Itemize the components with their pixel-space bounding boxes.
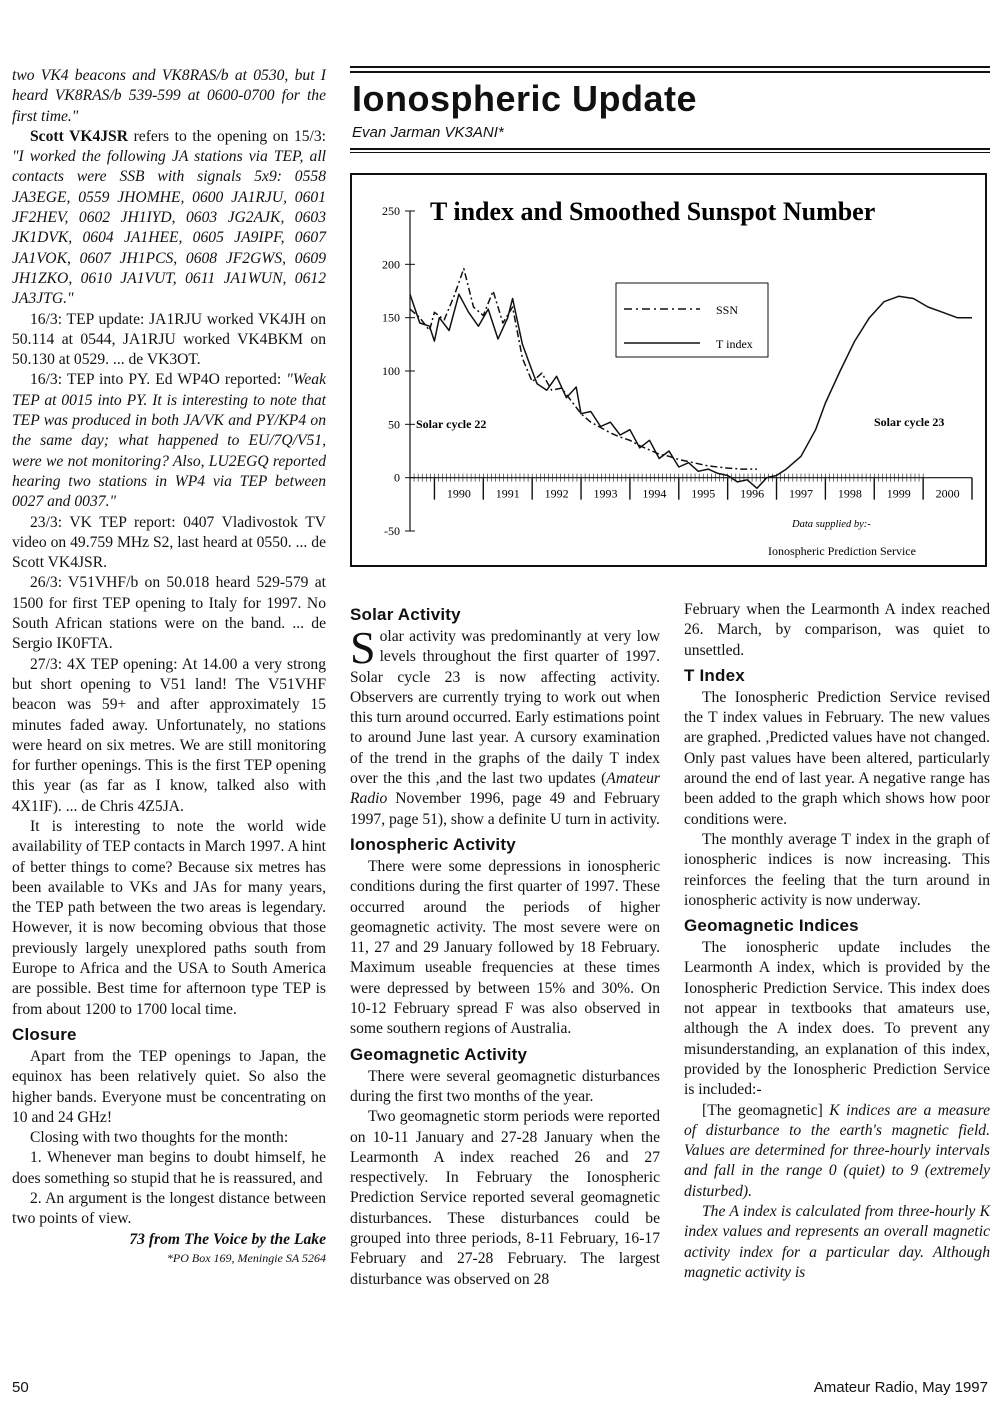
section-heading-t-index: T Index (684, 665, 745, 685)
annotation-solar-cycle-22: Solar cycle 22 (416, 417, 487, 431)
chart-svg (352, 175, 985, 565)
chart-frame (350, 173, 987, 567)
text: refers to the opening on 15/3: (128, 127, 327, 145)
paragraph: The A index is calculated from three-hourly K index values and represents an overall magnetic activity index for a particular day. Although magnetic activity is (684, 1203, 990, 1281)
text: [The geomagnetic] (702, 1101, 830, 1119)
paragraph: It is interesting to note the world wide availability of TEP contacts in March 1997. A hint of better things to come? Because six metres has been available to VKs and JAs for many years, the TEP path between the two areas is legendary. However, it is now becoming obvious that those previously largely unexplored paths south from Europe to Africa and the USA to South America are possible. Best time for afternoon type TEP is from about 1200 to 1700 local time. (12, 817, 326, 1018)
byline: Evan Jarman VK3ANI* (352, 124, 504, 141)
x-axis (410, 474, 972, 501)
quote: "Weak TEP at 0015 into PY. It is interesting to note that TEP was produced in both JA/VK and PY/KP4 on the same day; what happened to EU/7Q/V51, were we not monitoring? Also, LU2EGQ reported hearing two stations in WP4 via TEP between 0027 and 0037." (12, 371, 326, 511)
y-axis (382, 204, 415, 538)
paragraph: two VK4 beacons and VK8RAS/b at 0530, but I heard VK8RAS/b 539-599 at 0600-0700 for the first time." (12, 67, 326, 125)
x-tick-label: 1990 (446, 486, 471, 501)
legend (616, 283, 768, 357)
article-title: Ionospheric Update (352, 78, 698, 119)
paragraph (350, 622, 660, 830)
x-tick-label: 1991 (495, 486, 520, 501)
y-tick-label: 100 (382, 364, 400, 378)
signature: 73 from The Voice by the Lake (129, 1230, 326, 1248)
y-tick-label: 250 (382, 204, 400, 218)
section-heading-geomagnetic-activity: Geomagnetic Activity (350, 1044, 528, 1064)
paragraph (684, 1101, 990, 1202)
paragraph: Two geomagnetic storm periods were reported on 10-11 January and 27-28 January when the Learmonth A index reached 26 and 27 respectively. In February the Ionospheric Prediction Service reported several geomagnetic disturbances. These disturbances could be grouped into three periods, 8-11 February, 16-17 February and 27-28 February. The largest disturbance was observed on 28 (350, 1108, 660, 1288)
paragraph: February when the Learmonth A index reached 26. March, by comparison, was quiet to unsettled. (684, 601, 990, 659)
y-tick-label: 0 (394, 470, 400, 485)
text: olar activity was predominantly at very low levels throughout the first quarter of 1997. Solar cycle 23 is now affecting activity. Observers are currently trying to work out when this turn around occurred. Early estimations point to around June last year. A cursory examination of the trend in the graphs of the daily T index over the this ,and the last two updates ( (350, 628, 660, 788)
x-tick-label: 1996 (740, 486, 765, 501)
journal-issue: Amateur Radio, May 1997 (813, 1379, 988, 1396)
paragraph: There were several geomagnetic disturbances during the first two months of the year. (350, 1067, 660, 1105)
paragraph: Apart from the TEP openings to Japan, the equinox has been relatively quiet. So also the higher bands. Everyone must be concentrating on 10 and 24 GHz! (12, 1047, 326, 1126)
paragraph: 27/3: 4X TEP opening: At 14.00 a very strong but short opening to V51 land! The V51VHF beacon was 59+ and after approximately 15 minutes faded away. Unfortunately, no stations were heard on six metres. We are still monitoring for further openings. This is the first TEP opening this year (as far as I know, talked also with 4X1IF). ... de Chris 4Z5JA. (12, 655, 326, 815)
quote: "I worked the following JA stations via TEP, all contacts were SSB with signals 5x9: 0558 JA3EGE, 0559 JHOMHE, 0600 JA1RJU, 0601 JF2HEV, 0602 JH1IYD, 0603 JG2AJK, 0603 JK1DVK, 0604 JA1HEE, 0605 JA9IPF, 0607 JA1VOK, 0607 JH1PCS, 0608 JF2GWS, 0609 JH1ZKO, 0610 JA1VUT, 0611 JA1WUN, 0612 JA3JTG." (12, 148, 326, 308)
column-3 (684, 600, 990, 1283)
title-rule-2 (350, 152, 990, 153)
page-number: 50 (12, 1379, 29, 1396)
text: 16/3: TEP into PY. Ed WP4O reported: (30, 371, 287, 389)
paragraph: 1. Whenever man begins to doubt himself, he does something so stupid that he is reassured, and (12, 1149, 326, 1187)
paragraph (12, 370, 326, 512)
x-tick-label: 1995 (691, 486, 716, 501)
column-1 (12, 66, 326, 1266)
x-tick-label: 1993 (593, 486, 618, 501)
y-tick-label: 200 (382, 257, 400, 272)
callsign: Scott VK4JSR (30, 127, 128, 145)
paragraph: The monthly average T index in the graph of ionospheric indices is now increasing. This reinforces the feeling that the turn around in ionospheric activity is now underway. (684, 830, 990, 909)
paragraph: The ionospheric update includes the Learmonth A index, which is provided by the Ionospheric Prediction Service. This index does not appear in textbooks that amateurs use, although the A index does. To prevent any misunderstanding, an explanation of this index, provided by the Ionospheric Prediction Service is included:- (684, 939, 990, 1099)
legend-tindex-label: T index (716, 337, 753, 351)
top-rule-2 (350, 71, 990, 73)
y-tick-label: 50 (388, 417, 400, 432)
paragraph: Closing with two thoughts for the month: (30, 1129, 289, 1147)
paragraph (12, 127, 326, 310)
top-rule (350, 66, 990, 68)
address: *PO Box 169, Meningie SA 5264 (166, 1250, 326, 1265)
paragraph: There were some depressions in ionospheric conditions during the first quarter of 1997. These occurred around the periods of higher geomagnetic activity. The most severe were on 11, 27 and 29 January followed by 18 February. Maximum useable frequencies at these times were depressed by between 15% and 30%. On 10-12 February spread F was also observed in some southern regions of Australia. (350, 857, 660, 1038)
column-2 (350, 600, 660, 1290)
drop-cap: S (350, 622, 376, 673)
paragraph: 26/3: V51VHF/b on 50.018 heard 529-579 at 1500 for first TEP opening to Italy for 1997. No South African stations were on the band. ... de Sergio IK0FTA. (12, 574, 326, 653)
x-tick-label: 1992 (544, 486, 569, 501)
source-note: Data supplied by:- (792, 519, 871, 530)
quote: K indices are a measure of disturbance to the earth's magnetic field. Values are determined for three-hourly intervals and fall in the range 0 (quiet) to 9 (extremely disturbed). (684, 1101, 990, 1200)
y-tick-label: 150 (382, 310, 400, 325)
title-rule (350, 148, 990, 150)
section-heading-solar-activity: Solar Activity (350, 605, 461, 624)
x-tick-label: 1998 (837, 486, 862, 501)
source-name: Ionospheric Prediction Service (768, 544, 916, 558)
x-tick-label: 1997 (788, 486, 813, 501)
chart-title: T index and Smoothed Sunspot Number (430, 197, 876, 226)
section-heading-geomagnetic-indices: Geomagnetic Indices (684, 916, 859, 936)
paragraph: 23/3: VK TEP report: 0407 Vladivostok TV video on 49.759 MHz S2, last heard at 0550. ... de Scott VK4JSR. (12, 513, 326, 572)
legend-ssn-label: SSN (716, 303, 739, 317)
paragraph: The Ionospheric Prediction Service revised the T index values in February. The new values are graphed. ,Predicted values have not changed. Only past values have been altered, particularly around the end of last year. A negative range has been added to the graph which shows how poor conditions were. (684, 688, 990, 828)
paragraph: 2. An argument is the longest distance between two points of view. (12, 1190, 326, 1228)
section-heading-ionospheric-activity: Ionospheric Activity (350, 834, 516, 854)
citation: Amateur Radio (350, 770, 660, 808)
x-tick-label: 1999 (886, 486, 911, 501)
x-tick-label: 2000 (935, 486, 960, 501)
paragraph: 16/3: TEP update: JA1RJU worked VK4JH on 50.114 at 0544, JA1RJU worked VK4BKM on 50.130 at 0529. ... de VK3OT. (12, 310, 326, 369)
x-tick-label: 1994 (642, 486, 667, 501)
section-heading-closure: Closure (12, 1024, 77, 1044)
y-tick-label: -50 (384, 524, 400, 538)
annotation-solar-cycle-23: Solar cycle 23 (874, 415, 945, 429)
text: November 1996, page 49 and February 1997, page 51), show a definite U turn in activity. (350, 790, 660, 828)
